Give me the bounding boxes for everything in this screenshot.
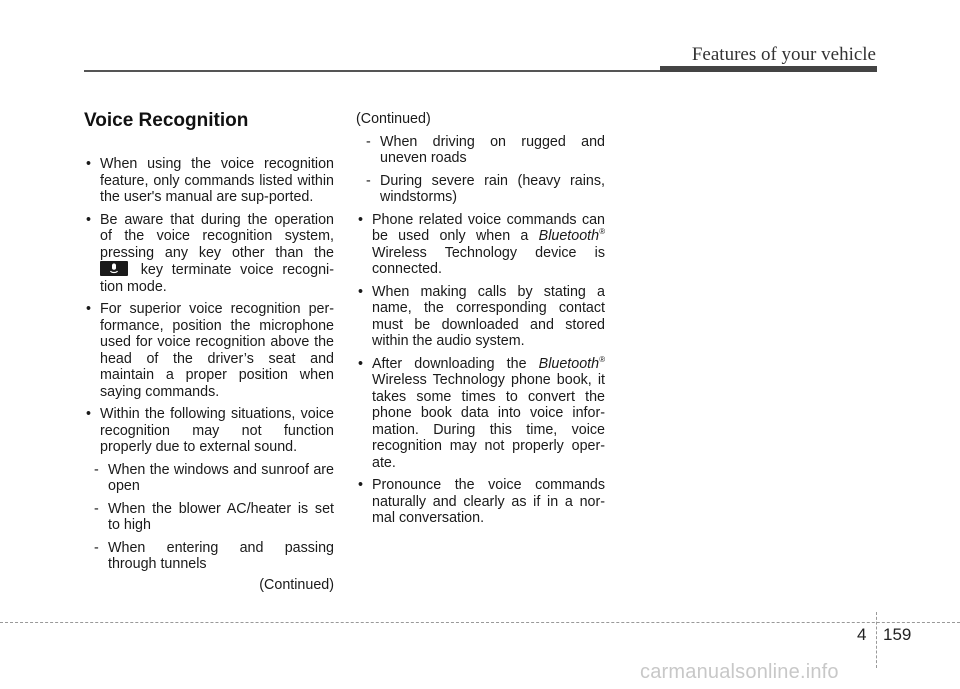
bullet-item <box>84 301 334 400</box>
dash-item <box>356 134 605 167</box>
dash-text: When the windows and sunroof are open <box>108 461 334 494</box>
header-rule-accent <box>660 66 877 72</box>
bullet-text: Within the following situations, voice recognition may not function properly due to external sound. <box>100 406 334 455</box>
bullet-item <box>84 406 334 573</box>
bullet-item <box>356 477 605 527</box>
bullet-mark: • <box>358 283 364 300</box>
bullet-text: key terminate voice recogni-tion mode. <box>100 262 334 295</box>
voice-talk-key-icon <box>100 261 128 276</box>
bluetooth-brand: Bluetooth <box>538 355 600 372</box>
bullet-item <box>356 212 605 278</box>
dash-item <box>84 501 334 534</box>
dash-mark: - <box>94 500 99 517</box>
bullet-text: Wireless Technology phone book, it takes some times to convert the phone book data into voice infor-mation. During this time, voice recognition may not properly oper-ate. <box>372 372 605 471</box>
right-column <box>356 111 605 533</box>
bullet-item <box>84 212 334 296</box>
dash-mark: - <box>94 461 99 478</box>
bullet-mark: • <box>358 477 364 493</box>
bullet-text: For superior voice recognition per-formance, position the microphone used for voice recognition above the head of the driver’s seat and maintain a proper position when saying commands. <box>100 301 334 400</box>
dash-mark: - <box>366 172 371 189</box>
watermark: carmanualsonline.info <box>640 661 839 683</box>
bullet-text: After downloading the <box>372 355 527 372</box>
bullet-mark: • <box>86 156 92 172</box>
bullet-item <box>356 284 605 350</box>
bullet-text: Phone related voice commands can be used only when a <box>372 211 605 244</box>
bullet-text: Be aware that during the operation of the voice recognition system, pressing any key other than the <box>100 211 334 261</box>
dash-mark: - <box>366 133 371 150</box>
bullet-text: Wireless Technology device is connected. <box>372 244 605 277</box>
dash-text: When driving on rugged and uneven roads <box>380 133 605 166</box>
section-title: Voice Recognition <box>84 110 249 131</box>
bullet-item <box>356 356 605 472</box>
bullet-mark: • <box>86 406 92 422</box>
bullet-mark: • <box>86 301 92 317</box>
dash-item <box>84 540 334 573</box>
continued-label: (Continued) <box>259 576 334 593</box>
bullet-mark: • <box>358 355 364 372</box>
footer-rule <box>0 622 960 623</box>
bullet-item <box>84 156 334 206</box>
bullet-mark: • <box>358 211 364 228</box>
dash-text: During severe rain (heavy rains, windstorms) <box>380 172 605 205</box>
dash-item <box>84 462 334 495</box>
dash-text: When entering and passing through tunnels <box>108 539 334 572</box>
header-rule <box>84 70 662 72</box>
bluetooth-brand: Bluetooth <box>538 228 600 244</box>
registered-mark: ® <box>599 354 605 364</box>
bullet-text: When using the voice recognition feature, only commands listed within the user's manual are sup-ported. <box>100 156 334 205</box>
bullet-text: When making calls by stating a name, the corresponding contact must be downloaded and stored within the audio system. <box>372 283 605 349</box>
registered-mark: ® <box>599 227 605 237</box>
bullet-mark: • <box>86 211 92 228</box>
continued-label: (Continued) <box>356 111 431 127</box>
dash-item <box>356 173 605 206</box>
dash-text: When the blower AC/heater is set to high <box>108 500 334 533</box>
left-column <box>84 156 334 593</box>
footer-divider <box>876 612 877 668</box>
chapter-number: 4 <box>857 625 867 644</box>
header-title: Features of your vehicle <box>691 44 876 65</box>
page-number: 159 <box>883 625 912 644</box>
dash-mark: - <box>94 539 99 556</box>
bullet-text: Pronounce the voice commands naturally and clearly as if in a nor-mal conversation. <box>372 477 605 526</box>
dash-group <box>84 462 334 573</box>
